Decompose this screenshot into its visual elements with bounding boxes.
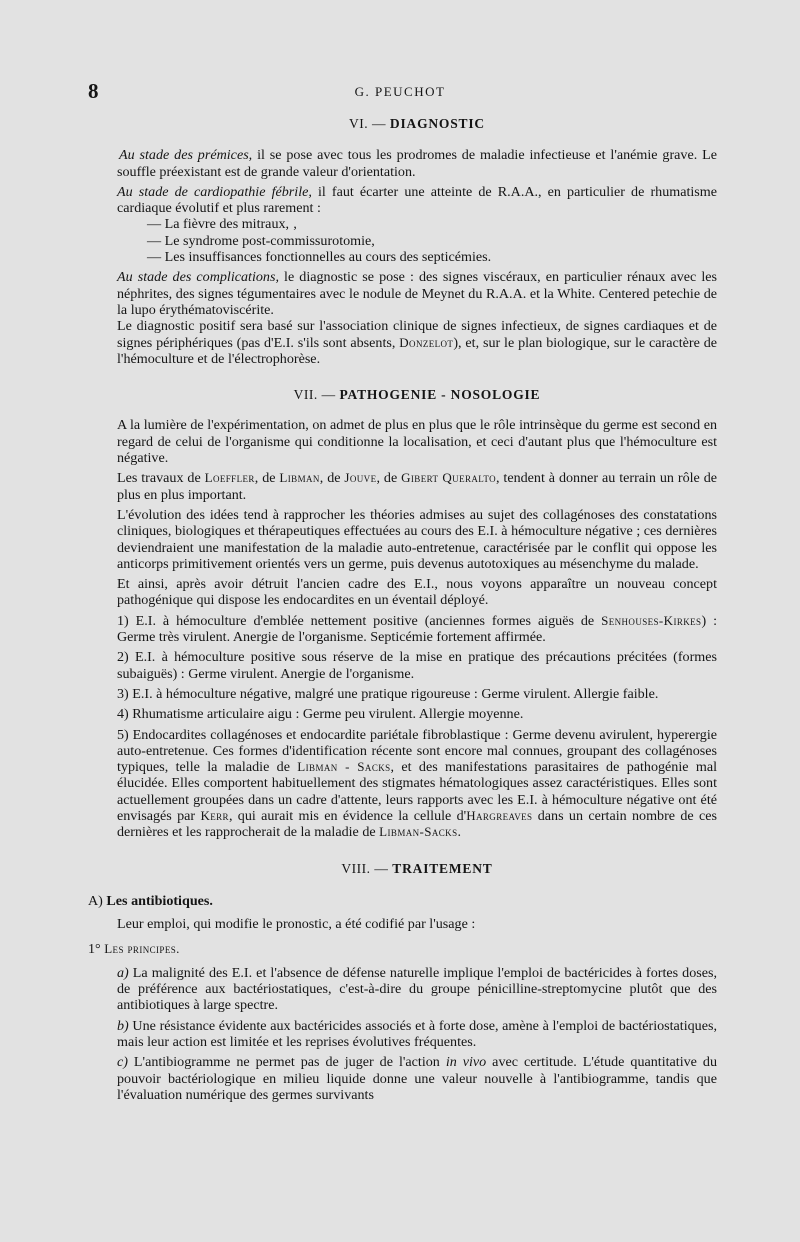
section-heading-traitement: VIII. — TRAITEMENT: [341, 860, 493, 876]
list-item: — Le syndrome post-commissurotomie,: [147, 232, 375, 249]
paragraph: Leur emploi, qui modifie le pronostic, a été codifié par l'usage :: [117, 916, 476, 933]
paragraph: Au stade des prémices, il se pose avec tous les prodromes de maladie infectieuse et l'anémie grave. Le souffle préexistant est de grande valeur d'orientation.: [117, 147, 717, 180]
section-heading-pathogenie: VII. — PATHOGENIE - NOSOLOGIE: [293, 387, 541, 403]
list-item: — Les insuffisances fonctionnelles au cours des septicémies.: [147, 249, 492, 266]
paragraph: Le diagnostic positif sera basé sur l'association clinique de signes infectieux, de signes cardiaques et de signes périphériques (pas d'E.I. s'ils sont absents, Donzelot), et, sur le plan biologique, sur le caractère de l'hémoculture et de l'électrophorèse.: [117, 318, 718, 367]
list-item: 1) E.I. à hémoculture d'emblée nettement positive (anciennes formes aiguës de Senhouses-Kirkes) : Germe très virulent. Anergie de l'organisme. Septicémie fortement affirmée.: [117, 612, 717, 646]
list-item: 5) Endocardites collagénoses et endocardite pariétale fibroblastique : Germe devenu avirulent, hyperergie auto-entretenue. Ces formes d'identification récente sont encore mal connues, groupant des collagénoses typiques, telle la maladie de Libman - Sacks, et des manifestations parasitaires de pathogénie mal élucidée. Elles comportent habituellement des stigmates hématologiques assez caractéristiques. Elles sont actuellement groupées dans un cadre d'attente, leurs rapports avec les E.I. à hémoculture négative ont été envisagés par Kerr, qui aurait mis en évidence la cellule d'Hargreaves dans un certain nombre de ces dernières et les rapprocherait de la maladie de Libman-Sacks.: [117, 726, 717, 841]
list-item: 3) E.I. à hémoculture négative, malgré une pratique rigoureuse : Germe virulent. Allergie faible.: [117, 685, 659, 702]
subsection-heading: A) Les antibiotiques.: [88, 892, 213, 909]
list-item: 2) E.I. à hémoculture positive sous réserve de la mise en pratique des précautions précitées (formes subaiguës) : Germe virulent. Anergie de l'organisme.: [117, 649, 717, 682]
paragraph: L'évolution des idées tend à rapprocher les théories admises au sujet des collagénoses des constatations cliniques, biologiques et thérapeutiques effectuées au cours des E.I. à hémoculture négative ; ces dernières deviendraient une manifestation de la maladie auto-entretenue, caractérisée par le conflit qui oppose les anticorps primitivement orientés vers un germe, puis devenus autotoxiques au mésenchyme du malade.: [117, 506, 717, 572]
subsection-heading: 1° Les principes.: [88, 941, 180, 958]
paragraph: Et ainsi, après avoir détruit l'ancien cadre des E.I., nous voyons apparaître un nouveau concept pathogénique qui dispose les endocardites en un éventail déployé.: [117, 576, 717, 609]
paragraph: Au stade de cardiopathie fébrile, il faut écarter une atteinte de R.A.A., en particulier de rhumatisme cardiaque évolutif et plus rarement :: [117, 183, 717, 217]
page-number: 8: [88, 79, 99, 103]
running-header: G. PEUCHOT: [354, 84, 446, 99]
list-item: — La fièvre des mitraux, ‚: [147, 216, 298, 233]
paragraph: Les travaux de Loeffler, de Libman, de Jouve, de Gibert Queralto, tendent à donner au terrain un rôle de plus en plus important.: [117, 470, 717, 503]
paragraph: A la lumière de l'expérimentation, on admet de plus en plus que le rôle intrinsèque du germe est second en regard de celui de l'organisme qui conditionne la localisation, et ceci d'autant plus que l'hémoculture est négative.: [117, 417, 717, 467]
list-item: c) L'antibiogramme ne permet pas de juger de l'action in vivo avec certitude. L'étude quantitative du pouvoir bactériologique en milieu liquide donne une valeur nouvelle à l'antibiogramme, tandis que l'évaluation numérique des germes survivants: [117, 1054, 717, 1103]
section-heading-diagnostic: VI. — DIAGNOSTIC: [349, 116, 485, 131]
list-item: 4) Rhumatisme articulaire aigu : Germe peu virulent. Allergie moyenne.: [117, 706, 524, 723]
page-body: [88, 116, 718, 1103]
list-item: a) La malignité des E.I. et l'absence de défense naturelle implique l'emploi de bactéricides à fortes doses, de préférence aux bactériostatiques, c'est-à-dire du groupe pénicilline-streptomycine plutôt que des antibiotiques à large spectre.: [117, 964, 717, 1014]
list-item: b) Une résistance évidente aux bactéricides associés et à forte dose, amène à l'emploi de bactériostatiques, mais leur action est limitée et les reprises évolutives fréquentes.: [117, 1017, 717, 1050]
paragraph: Au stade des complications, le diagnostic se pose : des signes viscéraux, en particulier rénaux avec les néphrites, des signes tégumentaires avec le nodule de Meynet du R.A.A. et la White. Centered petechie de la lupo érythématoviscérite.: [117, 269, 717, 318]
